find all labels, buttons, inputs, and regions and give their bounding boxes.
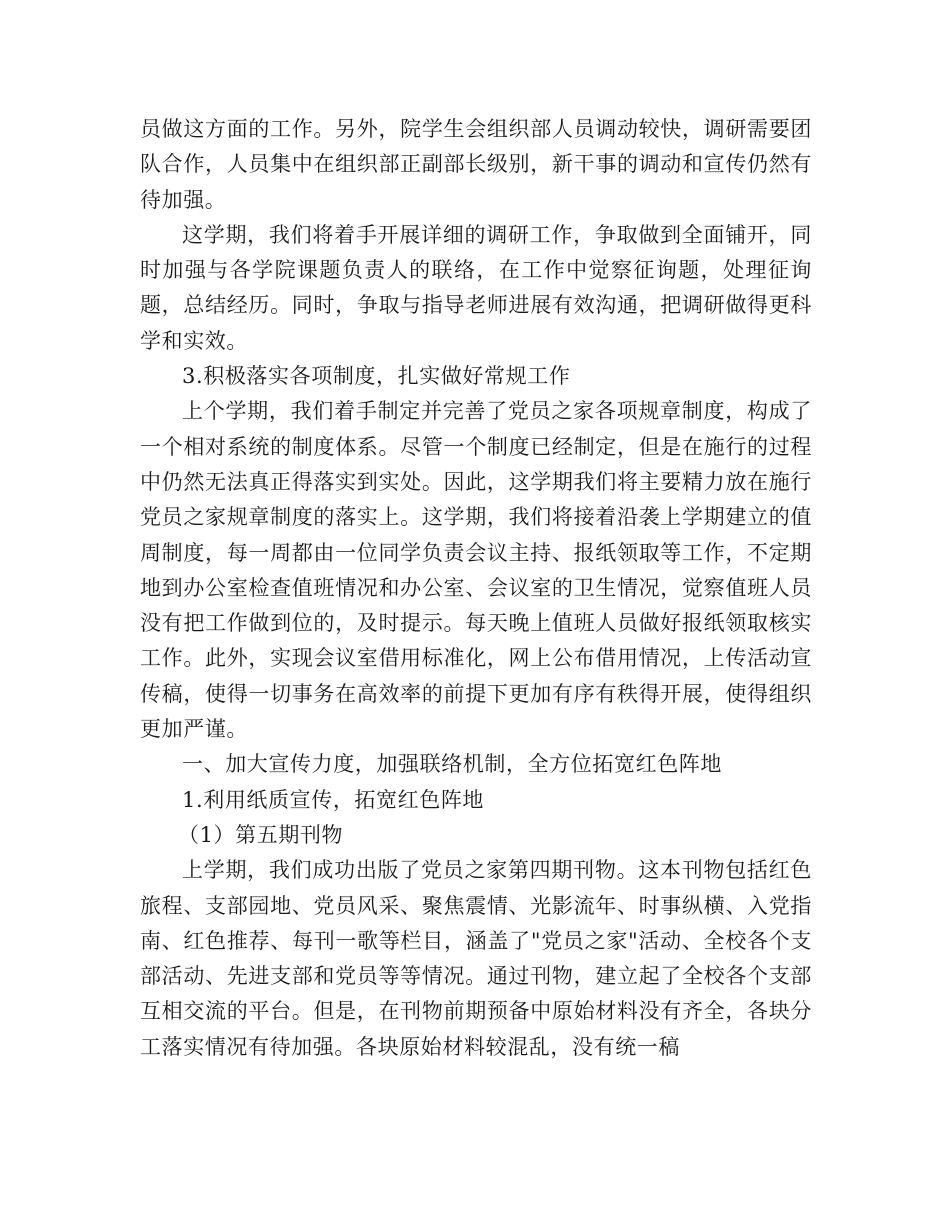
document-page	[140, 112, 812, 1065]
section-heading-1: 一、加大宣传力度，加强联络机制，全方位拓宽红色阵地	[182, 752, 722, 777]
paragraph-3: 上个学期，我们着手制定并完善了党员之家各项规章制度，构成了一个相对系统的制度体系。尽管一个制度已经制定，但是在施行的过程中仍然无法真正得落实到实处。因此，这学期我们将主要精力放在施行党员之家规章制度的落实上。这学期，我们将接着沿袭上学期建立的值周制度，每一周都由一位同学负责会议主持、报纸领取等工作，不定期地到办公室检查值班情况和办公室、会议室的卫生情况，觉察值班人员没有把工作做到位的，及时提示。每天晚上值班人员做好报纸领取核实工作。此外，实现会议室借用标准化，网上公布借用情况，上传活动宣传稿，使得一切事务在高效率的前提下更加有序有秩得开展，使得组织更加严谨。	[140, 399, 812, 742]
paragraph-1: 员做这方面的工作。另外，院学生会组织部人员调动较快，调研需要团队合作，人员集中在组织部正副部长级别，新干事的调动和宣传仍然有待加强。	[140, 117, 812, 212]
paragraph-2: 这学期，我们将着手开展详细的调研工作，争取做到全面铺开，同时加强与各学院课题负责人的联络，在工作中觉察征询题，处理征询题，总结经历。同时，争取与指导老师进展有效沟通，把调研做得更科学和实效。	[140, 222, 812, 353]
subsection-heading-1: 1.利用纸质宣传，拓宽红色阵地	[182, 787, 485, 812]
paragraph-4: 上学期，我们成功出版了党员之家第四期刊物。这本刊物包括红色旅程、支部园地、党员风采、聚焦震情、光影流年、时事纵横、入党指南、红色推荐、每刊一歌等栏目，涵盖了"党员之家"活动、全校各个支部活动、先进支部和党员等等情况。通过刊物，建立起了全校各个支部互相交流的平台。但是，在刊物前期预备中原始材料没有齐全，各块分工落实情况有待加强。各块原始材料较混乱，没有统一稿	[140, 858, 812, 1059]
item-heading-1: （1）第五期刊物	[178, 822, 344, 847]
section-heading-3: 3.积极落实各项制度，扎实做好常规工作	[182, 364, 571, 389]
